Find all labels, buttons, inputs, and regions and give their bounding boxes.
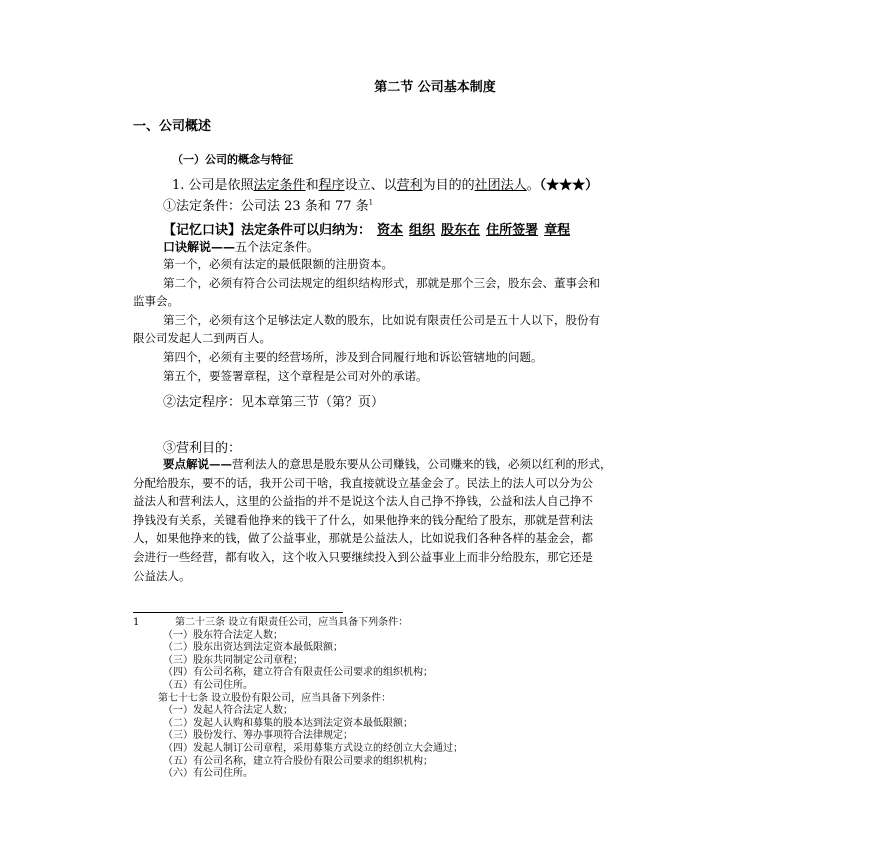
mnemonic-shareholders: 股东在 — [441, 223, 481, 238]
mnemonic-articles: 章程 — [544, 223, 571, 238]
footnote-line: （四）发起人制订公司章程，采用募集方式设立的经创立大会通过； — [163, 742, 463, 754]
mnemonic-organization: 组织 — [409, 223, 436, 238]
point-1-prefix: 1. 公司是依照 — [172, 178, 254, 193]
footnote-line: （五）有公司名称，建立符合股份有限公司要求的组织机构； — [163, 755, 433, 767]
page-title: 第二节 公司基本制度 — [374, 80, 496, 95]
footnote-body — [158, 617, 463, 781]
footnote-line: （三）股份发行、筹办事项符合法律规定； — [163, 730, 353, 742]
explain-line: 第三个，必须有这个足够法定人数的股东，比如说有限责任公司是五十人以下，股份有 — [163, 312, 600, 327]
footnote-divider — [133, 612, 343, 613]
keypoint-body — [133, 455, 745, 585]
memory-mnemonic — [163, 219, 570, 238]
footnote-line: （五）有公司住所。 — [163, 679, 253, 691]
footnote-line: 第七十七条 设立股份有限公司，应当具备下列条件： — [158, 692, 392, 704]
item-1-legal-conditions — [163, 195, 373, 214]
point-1-mid2: 为目的的 — [422, 178, 475, 193]
keypoint-line: 人，如果他挣来的钱，做了公益事业，那就是公益法人，比如说我们各种各样的基金会，都 — [133, 531, 593, 546]
mnemonic-capital: 资本 — [377, 223, 404, 238]
footnote-line: （六）有公司住所。 — [163, 768, 253, 780]
keypoint-label: 要点解说—— — [163, 457, 232, 471]
profit-term: 营利 — [396, 178, 423, 193]
section-heading: 一、公司概述 — [133, 119, 212, 134]
explain-label: 口诀解说—— — [163, 240, 236, 254]
footnote-line: （四）有公司名称，建立符合有限责任公司要求的组织机构； — [163, 667, 433, 679]
keypoint-line: 会进行一些经营，都有收入，这个收入只要继续投入到公益事业上而非分给股东，那它还是 — [133, 549, 593, 564]
footnote-line: （一）发起人符合法定人数； — [163, 705, 293, 717]
point-1 — [172, 174, 598, 193]
footnote-line: 第二十三条 设立有限责任公司，应当具备下列条件： — [175, 617, 409, 628]
footnote-marker: 1 — [133, 617, 140, 628]
explain-line: 第五个，要签署章程，这个章程是公司对外的承诺。 — [163, 368, 428, 383]
point-1-and: 和 — [305, 178, 319, 193]
legal-conditions-term: 法定条件 — [253, 178, 306, 193]
explain-line: 第二个，必须有符合公司法规定的组织结构形式，那就是那个三会，股东会、董事会和 — [163, 275, 600, 290]
footnote-ref[interactable]: 1 — [368, 198, 374, 207]
footnote-line: （二）发起人认购和募集的股本达到法定资本最低限额； — [163, 717, 413, 729]
point-1-mid: 设立、以 — [344, 178, 397, 193]
item-3-profit-purpose: ③营利目的： — [163, 441, 242, 456]
keypoint-line: 益法人和营利法人，这里的公益指的并不是说这个法人自己挣不挣钱，公益和法人自己挣不 — [133, 494, 593, 509]
importance-stars: （★★★） — [539, 178, 599, 193]
explain-intro: 五个法定条件。 — [235, 240, 320, 254]
item-2-legal-procedure: ②法定程序：见本章第三节（第？页） — [163, 395, 385, 410]
explain-line: 第四个，必须有主要的经营场所，涉及到合同履行地和诉讼管辖地的问题。 — [163, 349, 543, 364]
keypoint-line: 要点解说——营利法人的意思是股东要从公司赚钱，公司赚来的钱，必须以红利的形式， — [163, 457, 612, 471]
corporate-term: 社团法人 — [474, 178, 527, 193]
footnote-line: （一）股东符合法定人数； — [163, 629, 283, 641]
keypoint-line: 分配给股东，要不的话，我开公司干啥，我直接就设立基金会了。民法上的法人可以分为公 — [133, 475, 593, 490]
footnote-line: （二）股东出资达到法定资本最低限额； — [163, 642, 343, 654]
point-1-end: 。 — [526, 178, 540, 193]
explain-line: 监事会。 — [133, 294, 179, 309]
footnote-line: （三）股东共同制定公司章程； — [163, 654, 303, 666]
mnemonic-domicile: 住所签署 — [486, 223, 539, 238]
keypoint-line: 挣钱没有关系，关键看他挣来的钱干了什么，如果他挣来的钱分配给了股东，那就是营利法 — [133, 512, 593, 527]
memory-lead: 【记忆口诀】法定条件可以归纳为： — [163, 223, 372, 238]
explain-line: 限公司发起人二到两百人。 — [133, 331, 271, 346]
keypoint-line: 公益法人。 — [133, 568, 191, 583]
item-1-text: ①法定条件：公司法 23 条和 77 条 — [163, 199, 369, 214]
explain-body — [133, 255, 600, 385]
explain-heading — [163, 238, 319, 255]
explain-line: 第一个，必须有法定的最低限额的注册资本。 — [163, 257, 393, 271]
subsection-heading: （一）公司的概念与特征 — [172, 153, 293, 166]
procedure-term: 程序 — [318, 178, 345, 193]
